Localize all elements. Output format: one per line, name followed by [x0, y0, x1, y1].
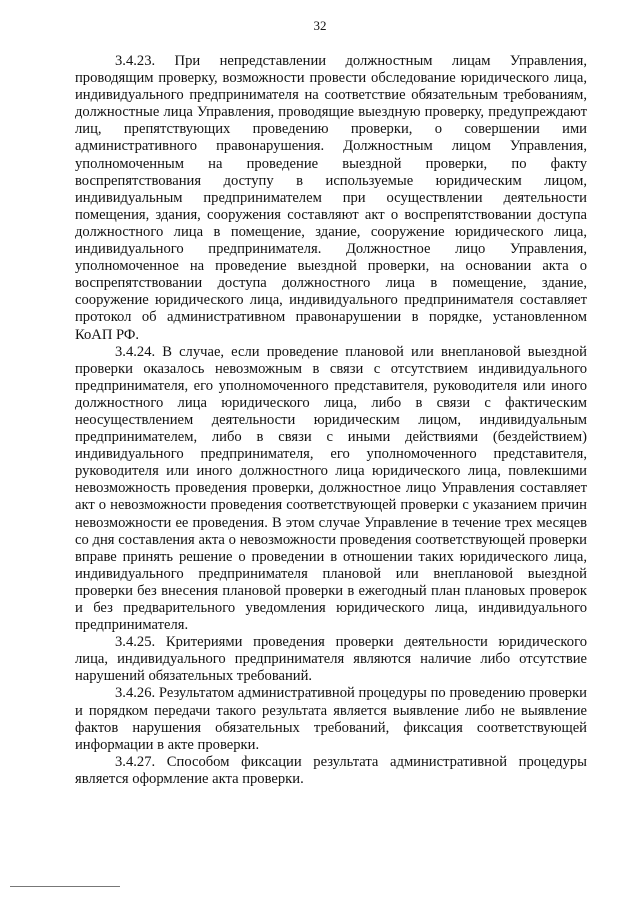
- paragraph-text: Способом фиксации результата административной процедуры является оформление акта проверки.: [75, 753, 587, 787]
- paragraph-text: Критериями проведения проверки деятельности юридического лица, индивидуального предпринимателя являются наличие либо отсутствие нарушений обязательных требований.: [75, 634, 587, 685]
- paragraph-3-4-23: [75, 53, 587, 344]
- paragraph-3-4-27: [75, 754, 587, 788]
- paragraph-number: 3.4.24.: [115, 343, 156, 360]
- paragraph-text: Результатом административной процедуры по проведению проверки и порядком передачи такого результата является выявление либо не выявление фактов нарушения обязательных требований, фиксация соответствующей информации в акте проверки.: [75, 685, 587, 753]
- paragraph-text: В случае, если проведение плановой или внеплановой выездной проверки оказалось невозможным в связи с отсутствием индивидуального предпринимателя, его уполномоченного представителя, руководителя или иного должностного лица юридического лица, либо в связи с фактическим неосуществлением деятельности юридическим лицом, индивидуальным предпринимателем, либо в связи с иными действиями (бездействием) индивидуального предпринимателя, его уполномоченного представителя, руководителя или иного должностного лица юридического лица, повлекшими невозможность проведения проверки, должностное лицо Управления составляет акт о невозможности проведения соответствующей проверки с указанием причин невозможности ее проведения. В этом случае Управление в течение трех месяцев со дня составления акта о невозможности проведения соответствующей проверки вправе принять решение о проведении в отношении таких юридического лица, индивидуального предпринимателя плановой или внеплановой выездной проверки без внесения плановой проверки в ежегодный план плановых проверок и без предварительного уведомления юридического лица, индивидуального предпринимателя.: [75, 343, 587, 634]
- paragraph-number: 3.4.26.: [115, 685, 156, 702]
- document-body: [75, 53, 587, 788]
- footer-rule: [10, 886, 120, 887]
- paragraph-text: При непредставлении должностным лицам Управления, проводящим проверку, возможности провести обследование юридического лица, индивидуального предпринимателя на соответствие обязательным требованиям, должностные лица Управления, проводящие выездную проверку, предупреждают лиц, препятствующих проведению проверки, о совершении ими административного правонарушения. Должностным лицом Управления, уполномоченным на проведение выездной проверки, по факту воспрепятствования доступу в используемые юридическим лицом, индивидуальным предпринимателем при осуществлении деятельности помещения, здания, сооружения составляют акт о воспрепятствовании доступа должностного лица в помещение, здание, сооружение юридического лица, индивидуального предпринимателя. Должностное лицо Управления, уполномоченное на проведение выездной проверки, на основании акта о воспрепятствовании доступа должностного лица в помещение, здание, сооружение юридического лица, индивидуального предпринимателя составляет протокол об административном правонарушении в порядке, установленном КоАП РФ.: [75, 53, 587, 343]
- paragraph-number: 3.4.23.: [115, 53, 156, 69]
- paragraph-number: 3.4.27.: [115, 753, 156, 770]
- page-number: 32: [313, 18, 327, 33]
- paragraph-3-4-25: [75, 634, 587, 685]
- paragraph-3-4-26: [75, 685, 587, 753]
- paragraph-number: 3.4.25.: [115, 634, 156, 651]
- paragraph-3-4-24: [75, 344, 587, 635]
